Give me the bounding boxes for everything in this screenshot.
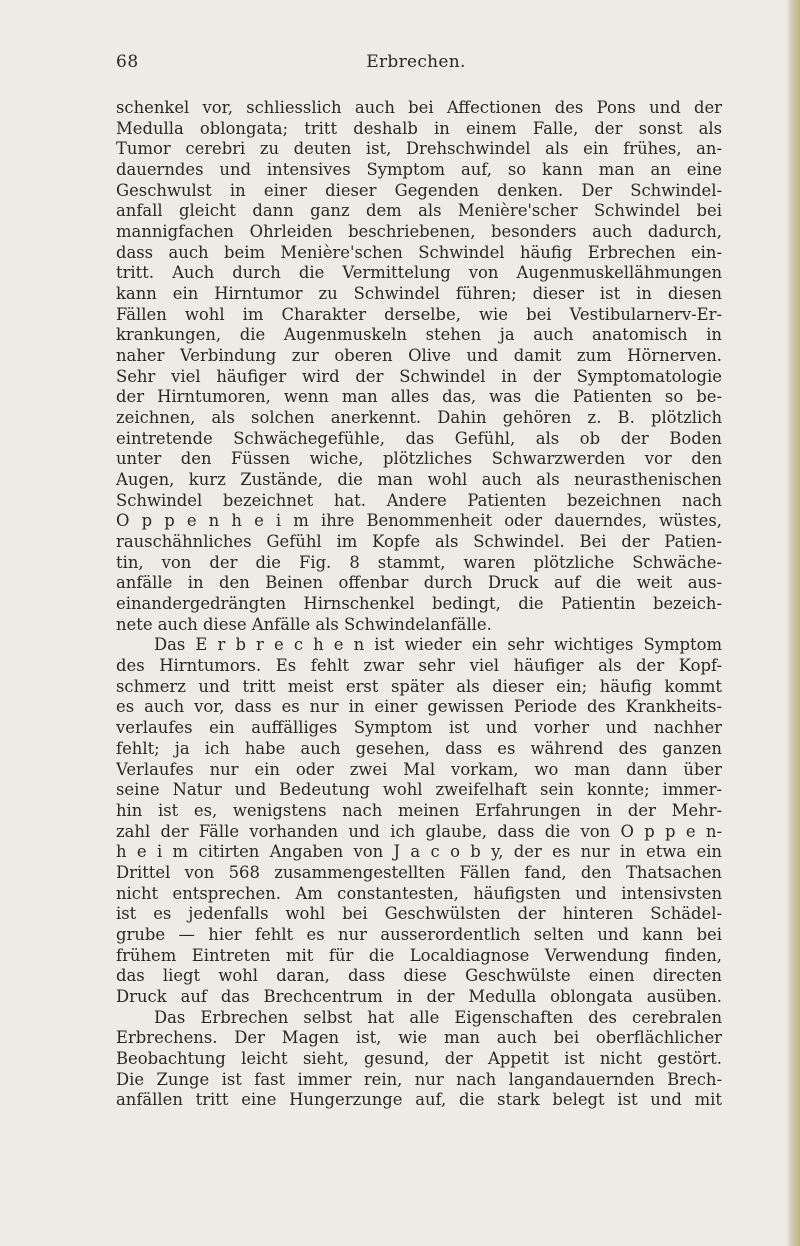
text-line: des Hirntumors. Es fehlt zwar sehr viel häufiger als der Kopf- bbox=[116, 656, 722, 676]
text-line: mannigfachen Ohrleiden beschriebenen, besonders auch dadurch, bbox=[116, 222, 722, 242]
text-line: O p p e n h e i m ihre Benommenheit oder dauerndes, wüstes, bbox=[116, 511, 722, 531]
text-line: hin ist es, wenigstens nach meinen Erfahrungen in der Mehr- bbox=[116, 800, 722, 820]
text-line: Augen, kurz Zustände, die man wohl auch als neurasthenischen bbox=[116, 470, 722, 490]
text-line: Beobachtung leicht sieht, gesund, der Appetit ist nicht gestört. bbox=[116, 1048, 722, 1068]
text-line: einandergedrängten Hirnschenkel bedingt, die Patientin bezeich- bbox=[116, 594, 722, 614]
page-header bbox=[116, 52, 716, 76]
text-line: Das E r b r e c h e n ist wieder ein sehr wichtiges Symptom bbox=[154, 635, 722, 655]
text-line: Das Erbrechen selbst hat alle Eigenschaften des cerebralen bbox=[154, 1007, 722, 1027]
text-line: der Hirntumoren, wenn man alles das, was die Patienten so be- bbox=[116, 387, 722, 407]
text-line: Erbrechens. Der Magen ist, wie man auch bei oberflächlicher bbox=[116, 1028, 722, 1048]
body-text bbox=[116, 98, 722, 1111]
text-line: verlaufes ein auffälliges Symptom ist und vorher und nachher bbox=[116, 718, 722, 738]
text-line: eintretende Schwächegefühle, das Gefühl, als ob der Boden bbox=[116, 428, 722, 448]
text-line: naher Verbindung zur oberen Olive und damit zum Hörnerven. bbox=[116, 346, 722, 366]
text-line: Medulla oblongata; tritt deshalb in einem Falle, der sonst als bbox=[116, 118, 722, 138]
text-line: Fällen wohl im Charakter derselbe, wie bei Vestibularnerv-Er- bbox=[116, 304, 722, 324]
text-line: frühem Eintreten mit für die Localdiagnose Verwendung finden, bbox=[116, 945, 722, 965]
text-line: grube — hier fehlt es nur ausserordentlich selten und kann bei bbox=[116, 924, 722, 944]
text-line: anfall gleicht dann ganz dem als Menière'scher Schwindel bei bbox=[116, 201, 722, 221]
text-line: zeichnen, als solchen anerkennt. Dahin gehören z. B. plötzlich bbox=[116, 408, 722, 428]
text-line: Geschwulst in einer dieser Gegenden denken. Der Schwindel- bbox=[116, 180, 722, 200]
text-line: Sehr viel häufiger wird der Schwindel in der Symptomatologie bbox=[116, 366, 722, 386]
page-number: 68 bbox=[116, 52, 139, 72]
text-line: Schwindel bezeichnet hat. Andere Patienten bezeichnen nach bbox=[116, 490, 722, 510]
page-edge-shading bbox=[786, 0, 800, 1246]
text-line: anfälle in den Beinen offenbar durch Druck auf die weit aus- bbox=[116, 573, 722, 593]
text-line: es auch vor, dass es nur in einer gewissen Periode des Krankheits- bbox=[116, 697, 722, 717]
text-line: krankungen, die Augenmuskeln stehen ja auch anatomisch in bbox=[116, 325, 722, 345]
text-line: tin, von der die Fig. 8 stammt, waren plötzliche Schwäche- bbox=[116, 552, 722, 572]
running-head: Erbrechen. bbox=[366, 52, 466, 72]
text-line: seine Natur und Bedeutung wohl zweifelhaft sein konnte; immer- bbox=[116, 780, 722, 800]
text-line: das liegt wohl daran, dass diese Geschwülste einen directen bbox=[116, 966, 722, 986]
text-line: fehlt; ja ich habe auch gesehen, dass es während des ganzen bbox=[116, 738, 722, 758]
text-line: schmerz und tritt meist erst später als dieser ein; häufig kommt bbox=[116, 676, 722, 696]
text-line: dass auch beim Menière'schen Schwindel häufig Erbrechen ein- bbox=[116, 242, 722, 262]
text-line: Tumor cerebri zu deuten ist, Drehschwindel als ein frühes, an- bbox=[116, 139, 722, 159]
text-line: ist es jedenfalls wohl bei Geschwülsten der hinteren Schädel- bbox=[116, 904, 722, 924]
text-line: anfällen tritt eine Hungerzunge auf, die stark belegt ist und mit bbox=[116, 1090, 722, 1110]
text-line: Druck auf das Brechcentrum in der Medulla oblongata ausüben. bbox=[116, 986, 722, 1006]
text-line: nete auch diese Anfälle als Schwindelanfälle. bbox=[116, 614, 492, 634]
text-line: zahl der Fälle vorhanden und ich glaube, dass die von O p p e n- bbox=[116, 821, 722, 841]
text-line: Die Zunge ist fast immer rein, nur nach langandauernden Brech- bbox=[116, 1069, 722, 1089]
text-line: kann ein Hirntumor zu Schwindel führen; dieser ist in diesen bbox=[116, 284, 722, 304]
text-line: Drittel von 568 zusammengestellten Fällen fand, den Thatsachen bbox=[116, 862, 722, 882]
text-line: schenkel vor, schliesslich auch bei Affectionen des Pons und der bbox=[116, 98, 722, 117]
text-line: dauerndes und intensives Symptom auf, so kann man an eine bbox=[116, 160, 722, 180]
text-line: Verlaufes nur ein oder zwei Mal vorkam, wo man dann über bbox=[116, 759, 722, 779]
text-line: unter den Füssen wiche, plötzliches Schwarzwerden vor den bbox=[116, 449, 722, 469]
text-line: h e i m citirten Angaben von J a c o b y, der es nur in etwa ein bbox=[116, 842, 722, 862]
text-line: tritt. Auch durch die Vermittelung von Augenmuskellähmungen bbox=[116, 263, 722, 283]
text-line: nicht entsprechen. Am constantesten, häufigsten und intensivsten bbox=[116, 883, 722, 903]
text-line: rauschähnliches Gefühl im Kopfe als Schwindel. Bei der Patien- bbox=[116, 532, 722, 552]
